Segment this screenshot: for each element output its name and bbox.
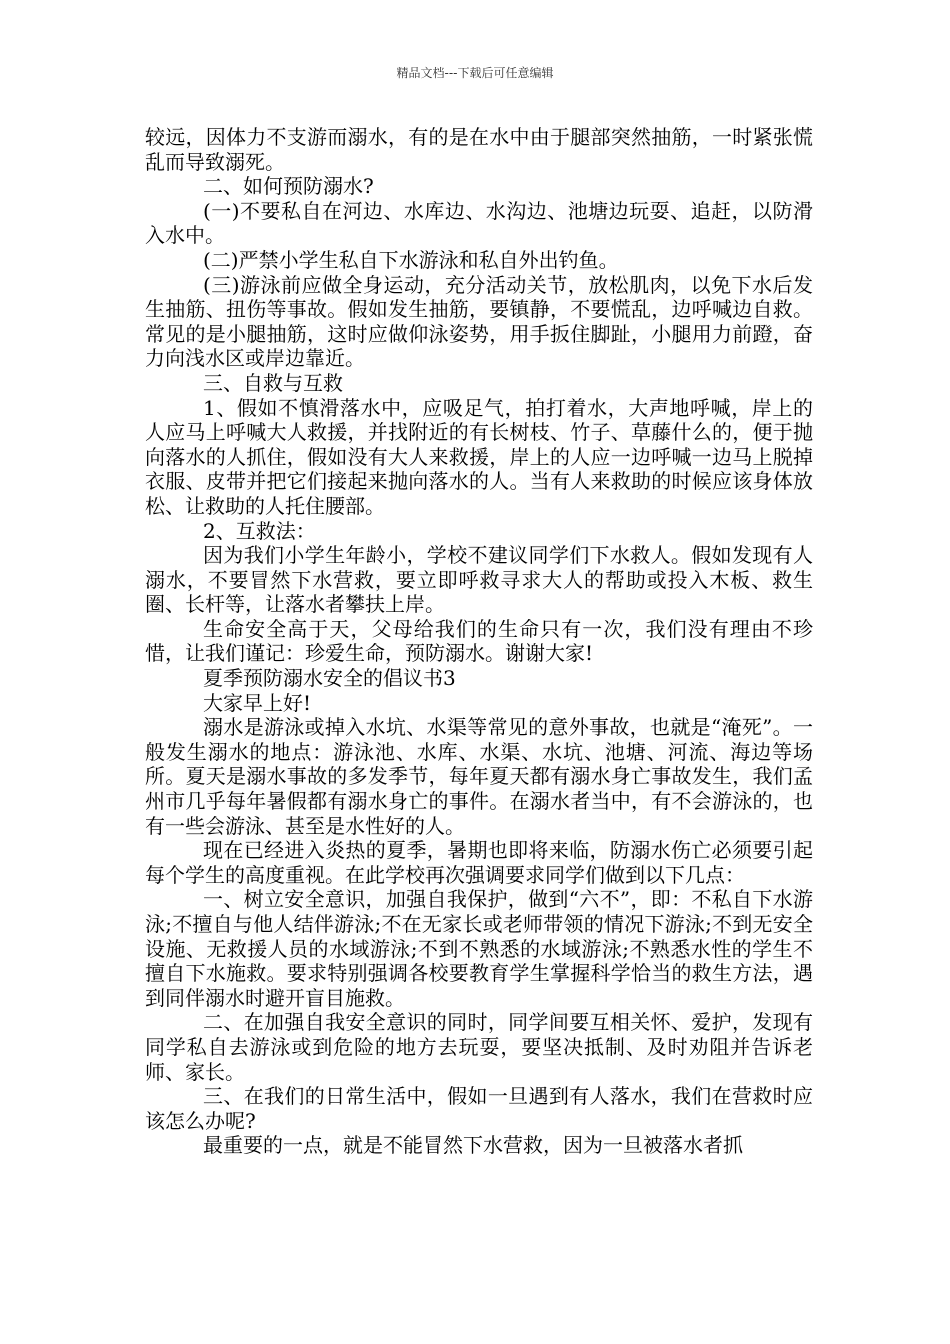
paragraph: 最重要的一点，就是不能冒然下水营救，因为一旦被落水者抓 — [203, 1133, 743, 1158]
paragraph: 溺水是游泳或掉入水坑、水渠等常见的意外事故，也就是“淹死”。一般发生溺水的地点：游泳池、水库、水渠、水坑、池塘、河流、海边等场所。夏天是溺水事故的多发季节，每年夏天都有溺水身亡事故发生，我们孟州市几乎每年暑假都有溺水身亡的事件。在溺水者当中，有不会游泳的，也有一些会游泳、甚至是水性好的人。 — [145, 715, 813, 838]
paragraph: (一)不要私自在河边、水库边、水沟边、池塘边玩耍、追赶，以防滑入水中。 — [145, 198, 813, 248]
paragraph: 现在已经进入炎热的夏季，暑期也即将来临，防溺水伤亡必须要引起每个学生的高度重视。在此学校再次强调要求同学们做到以下几点： — [145, 838, 813, 887]
section-heading: 三、自救与互救 — [203, 370, 343, 395]
document-body — [145, 125, 813, 1158]
paragraph: 三、在我们的日常生活中，假如一旦遇到有人落水，我们在营救时应该怎么办呢? — [145, 1084, 813, 1133]
page-header: 精品文档---下载后可任意编辑 — [396, 66, 554, 80]
section-heading: 2、互救法： — [203, 518, 316, 543]
document-title: 夏季预防溺水安全的倡议书3 — [203, 666, 456, 691]
paragraph: 一、树立安全意识，加强自我保护，做到“六不”，即：不私自下水游泳;不擅自与他人结伴游泳;不在无家长或老师带领的情况下游泳;不到无安全设施、无救援人员的水域游泳;不到不熟悉的水域游泳;不熟悉水性的学生不擅自下水施救。要求特别强调各校要教育学生掌握科学恰当的救生方法，遇到同伴溺水时避开盲目施救。 — [145, 887, 813, 1010]
greeting: 大家早上好! — [203, 690, 312, 715]
paragraph: (二)严禁小学生私自下水游泳和私自外出钓鱼。 — [203, 247, 619, 272]
paragraph: (三)游泳前应做全身运动，充分活动关节，放松肌肉，以免下水后发生抽筋、扭伤等事故。假如发生抽筋，要镇静，不要慌乱，边呼喊边自救。常见的是小腿抽筋，这时应做仰泳姿势，用手扳住脚趾，小腿用力前蹬，奋力向浅水区或岸边靠近。 — [145, 272, 813, 371]
section-heading: 二、如何预防溺水? — [203, 174, 374, 199]
paragraph: 因为我们小学生年龄小，学校不建议同学们下水救人。假如发现有人溺水，不要冒然下水营救，要立即呼救寻求大人的帮助或投入木板、救生圈、长杆等，让落水者攀扶上岸。 — [145, 543, 813, 617]
paragraph: 较远，因体力不支游而溺水，有的是在水中由于腿部突然抽筋，一时紧张慌乱而导致溺死。 — [145, 125, 813, 174]
paragraph: 二、在加强自我安全意识的同时，同学间要互相关怀、爱护，发现有同学私自去游泳或到危险的地方去玩耍，要坚决抵制、及时劝阻并告诉老师、家长。 — [145, 1010, 813, 1084]
paragraph: 生命安全高于天，父母给我们的生命只有一次，我们没有理由不珍惜，让我们谨记：珍爱生命，预防溺水。谢谢大家! — [145, 616, 813, 666]
paragraph: 1、假如不慎滑落水中，应吸足气，拍打着水，大声地呼喊，岸上的人应马上呼喊大人救援，并找附近的有长树枝、竹子、草藤什么的，便于抛向落水的人抓住，假如没有大人来救援，岸上的人应一边呼喊一边马上脱掉衣服、皮带并把它们接起来抛向落水的人。当有人来救助的时候应该身体放松、让救助的人托住腰部。 — [145, 395, 813, 518]
